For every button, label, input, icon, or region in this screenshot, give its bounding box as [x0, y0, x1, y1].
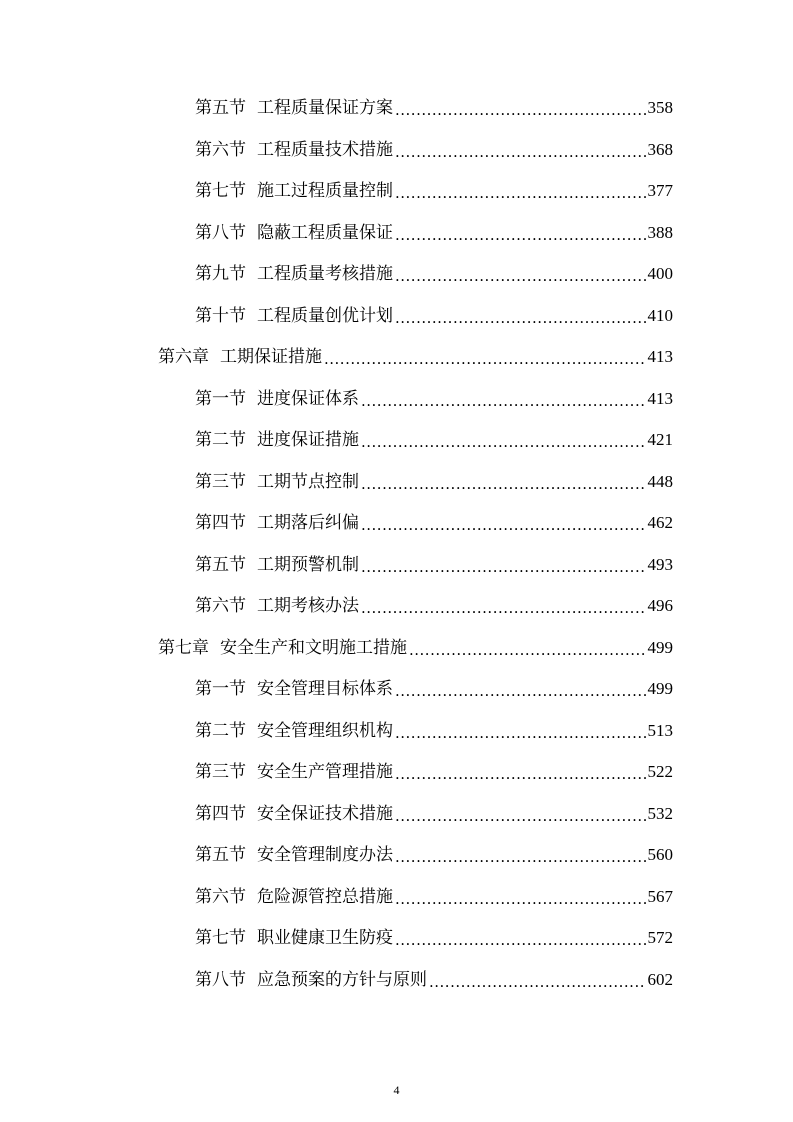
toc-entry[interactable]	[195, 304, 673, 328]
toc-entry-page: 567	[647, 887, 673, 906]
toc-entry[interactable]	[195, 96, 673, 120]
toc-entry[interactable]	[195, 885, 673, 909]
toc-entry-title: 工期考核办法	[257, 596, 359, 616]
toc-entry-page: 377	[647, 181, 673, 200]
toc-entry-page: 560	[647, 845, 673, 864]
toc-entry-number: 第二节	[195, 721, 246, 741]
toc-entry-number: 第一节	[195, 679, 246, 699]
toc-entry-title: 工程质量保证方案	[257, 98, 393, 118]
toc-entry[interactable]	[195, 428, 673, 452]
toc-entry-number: 第五节	[195, 98, 246, 118]
toc-leader-dots	[361, 391, 646, 411]
toc-entry-number: 第七节	[195, 181, 246, 201]
toc-leader-dots	[395, 308, 646, 328]
toc-entry[interactable]	[195, 926, 673, 950]
toc-entry[interactable]	[195, 221, 673, 245]
toc-entry-title: 进度保证措施	[257, 430, 359, 450]
toc-entry-number: 第三节	[195, 472, 246, 492]
toc-entry-title: 工程质量技术措施	[257, 140, 393, 160]
toc-entry-number: 第五节	[195, 555, 246, 575]
toc-entry[interactable]	[195, 387, 673, 411]
toc-entry-number: 第六章	[158, 347, 209, 367]
toc-entry[interactable]	[195, 511, 673, 535]
toc-entry[interactable]	[195, 677, 673, 701]
toc-entry-number: 第八节	[195, 970, 246, 990]
toc-entry-number: 第四节	[195, 513, 246, 533]
toc-entry[interactable]	[195, 968, 673, 992]
toc-entry-title: 危险源管控总措施	[257, 887, 393, 907]
toc-leader-dots	[361, 557, 646, 577]
toc-entry[interactable]	[195, 719, 673, 743]
toc-leader-dots	[395, 266, 646, 286]
toc-entry[interactable]	[195, 760, 673, 784]
toc-entry[interactable]	[195, 179, 673, 203]
toc-entry-number: 第六节	[195, 140, 246, 160]
toc-entry-page: 522	[647, 762, 673, 781]
toc-leader-dots	[429, 972, 646, 992]
toc-entry-title: 安全管理组织机构	[257, 721, 393, 741]
toc-entry-number: 第三节	[195, 762, 246, 782]
toc-leader-dots	[395, 100, 646, 120]
toc-entry-title: 安全管理制度办法	[257, 845, 393, 865]
toc-entry-number: 第九节	[195, 264, 246, 284]
toc-entry-title: 应急预案的方针与原则	[257, 970, 427, 990]
toc-entry[interactable]	[195, 594, 673, 618]
toc-entry-title: 工期保证措施	[220, 347, 322, 367]
toc-leader-dots	[409, 640, 646, 660]
toc-entry-title: 隐蔽工程质量保证	[257, 223, 393, 243]
toc-leader-dots	[395, 930, 646, 950]
toc-entry-number: 第八节	[195, 223, 246, 243]
toc-entry-title: 安全生产和文明施工措施	[220, 638, 407, 658]
toc-entry-title: 工程质量考核措施	[257, 264, 393, 284]
toc-entry-number: 第一节	[195, 389, 246, 409]
toc-leader-dots	[395, 723, 646, 743]
toc-entry-title: 施工过程质量控制	[257, 181, 393, 201]
toc-chapter-entry[interactable]	[158, 636, 673, 660]
toc-entry-number: 第五节	[195, 845, 246, 865]
toc-leader-dots	[361, 432, 646, 452]
toc-entry-page: 499	[647, 679, 673, 698]
toc-entry-page: 388	[647, 223, 673, 242]
toc-leader-dots	[395, 847, 646, 867]
toc-entry[interactable]	[195, 138, 673, 162]
toc-entry-page: 413	[647, 389, 673, 408]
toc-entry-page: 513	[647, 721, 673, 740]
toc-leader-dots	[395, 681, 646, 701]
toc-entry-page: 413	[647, 347, 673, 366]
toc-leader-dots	[395, 806, 646, 826]
toc-entry-title: 安全保证技术措施	[257, 804, 393, 824]
toc-entry-number: 第七节	[195, 928, 246, 948]
toc-entry-page: 496	[647, 596, 673, 615]
toc-entry-page: 400	[647, 264, 673, 283]
toc-entry-number: 第六节	[195, 596, 246, 616]
toc-entry-title: 进度保证体系	[257, 389, 359, 409]
toc-chapter-entry[interactable]	[158, 345, 673, 369]
toc-leader-dots	[361, 515, 646, 535]
toc-entry[interactable]	[195, 802, 673, 826]
toc-entry-title: 安全生产管理措施	[257, 762, 393, 782]
toc-entry-number: 第四节	[195, 804, 246, 824]
toc-entry-title: 工期节点控制	[257, 472, 359, 492]
toc-entry-page: 493	[647, 555, 673, 574]
toc-entry-page: 421	[647, 430, 673, 449]
toc-entry-title: 工期预警机制	[257, 555, 359, 575]
toc-leader-dots	[395, 889, 646, 909]
toc-entry-number: 第十节	[195, 306, 246, 326]
toc-entry-page: 572	[647, 928, 673, 947]
toc-leader-dots	[324, 349, 646, 369]
toc-entry-page: 602	[647, 970, 673, 989]
toc-entry-page: 532	[647, 804, 673, 823]
toc-entry[interactable]	[195, 262, 673, 286]
toc-entry-number: 第二节	[195, 430, 246, 450]
toc-entry-page: 448	[647, 472, 673, 491]
toc-entry-page: 368	[647, 140, 673, 159]
toc-leader-dots	[361, 598, 646, 618]
toc-entry-page: 410	[647, 306, 673, 325]
toc-entry-title: 职业健康卫生防疫	[257, 928, 393, 948]
toc-entry-page: 358	[647, 98, 673, 117]
toc-entry-title: 安全管理目标体系	[257, 679, 393, 699]
toc-entry-number: 第七章	[158, 638, 209, 658]
toc-entry[interactable]	[195, 553, 673, 577]
toc-entry-number: 第六节	[195, 887, 246, 907]
toc-leader-dots	[361, 474, 646, 494]
toc-entry[interactable]	[195, 470, 673, 494]
toc-entry-title: 工期落后纠偏	[257, 513, 359, 533]
toc-leader-dots	[395, 764, 646, 784]
toc-entry[interactable]	[195, 843, 673, 867]
toc-leader-dots	[395, 225, 646, 245]
toc-entry-title: 工程质量创优计划	[257, 306, 393, 326]
page-number: 4	[393, 1083, 400, 1097]
toc-leader-dots	[395, 183, 646, 203]
toc-leader-dots	[395, 142, 646, 162]
toc-entry-page: 462	[647, 513, 673, 532]
toc-entry-page: 499	[647, 638, 673, 657]
